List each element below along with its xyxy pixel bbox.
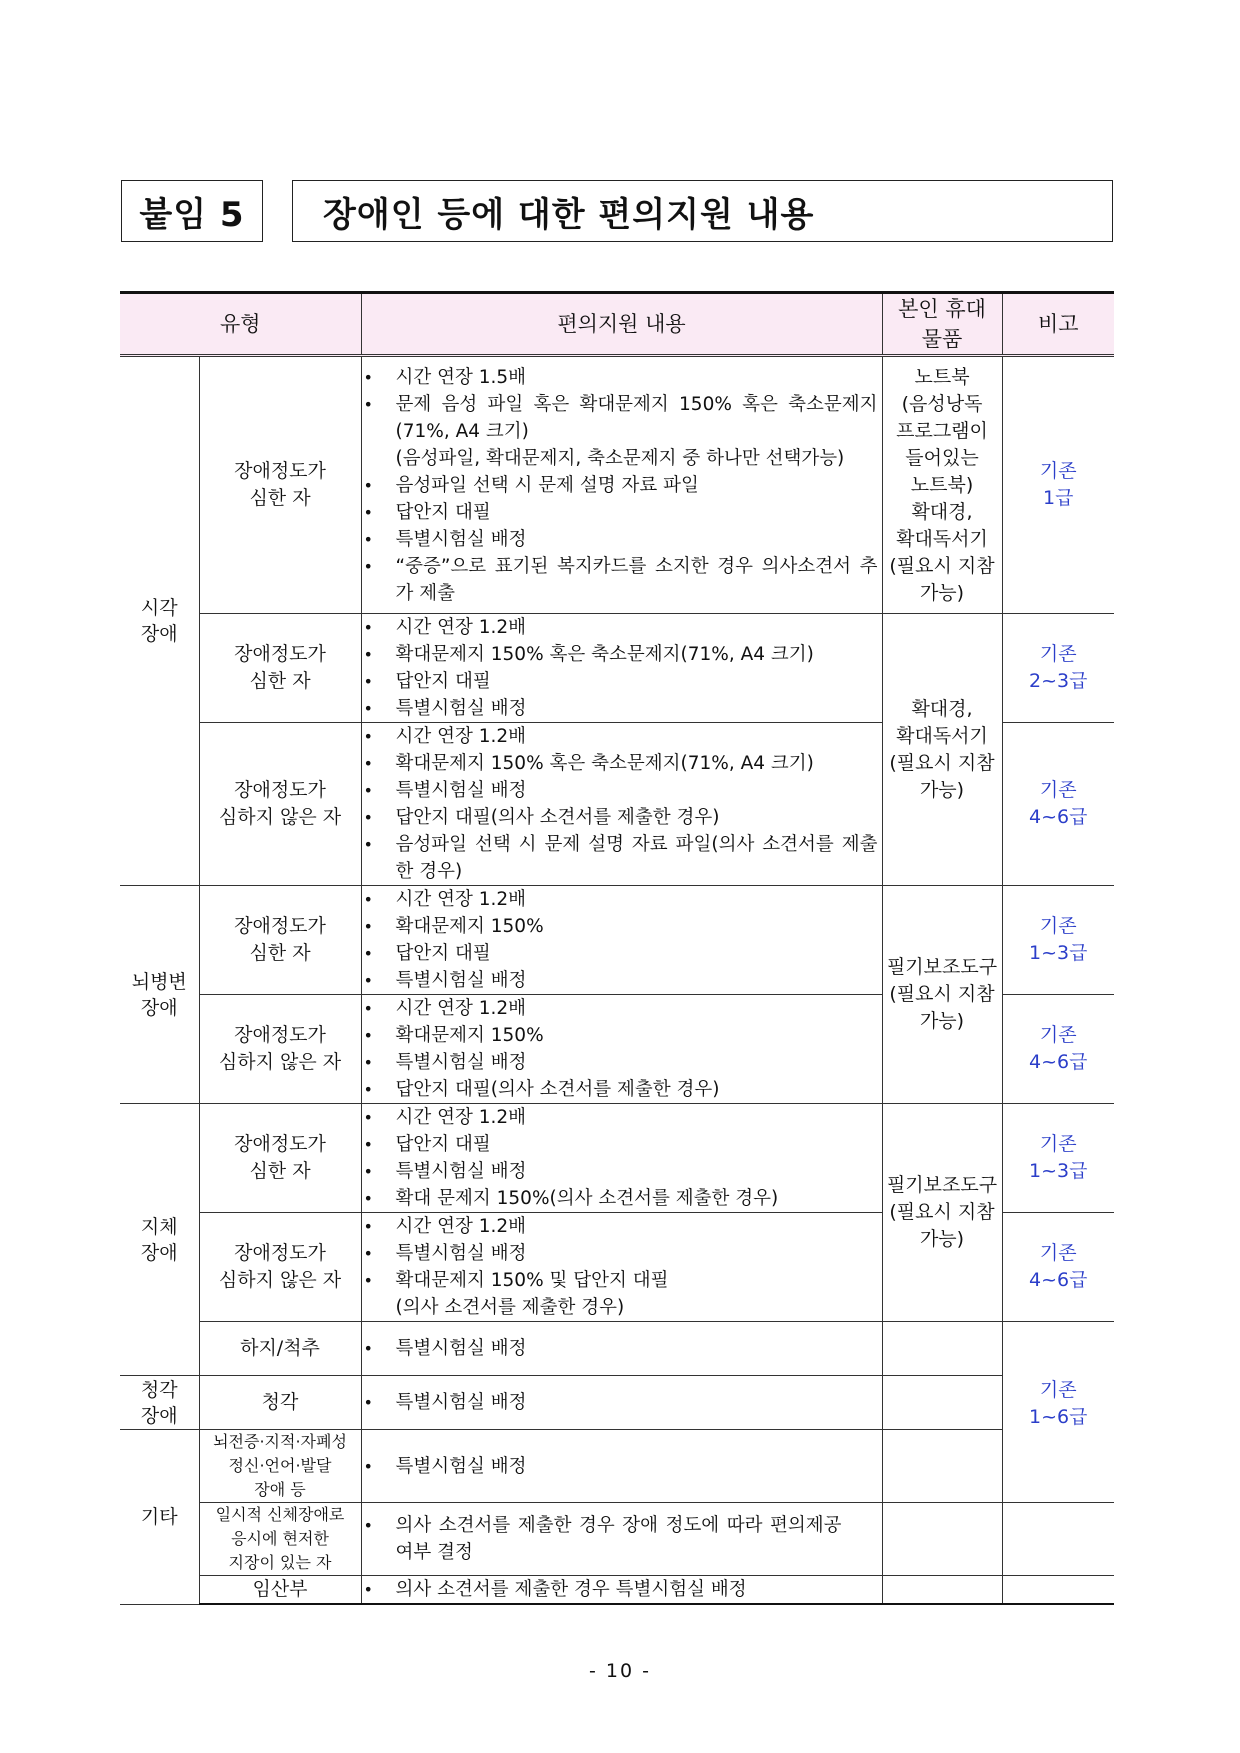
table-row: [120, 886, 1114, 995]
bullet-icon: •: [363, 999, 373, 1018]
bullet-icon: •: [363, 890, 373, 909]
list-item: • 답안지 대필: [362, 940, 882, 967]
bullet-icon: •: [363, 394, 373, 414]
list-item: • 확대문제지 150% 혹은 축소문제지(71%, A4 크기): [362, 750, 882, 777]
bullet-icon: •: [363, 502, 373, 522]
list-item: (의사 소견서를 제출한 경우): [395, 1297, 625, 1318]
list-item: • 시간 연장 1.5배: [362, 364, 882, 391]
bullet-icon: •: [363, 781, 373, 800]
list-item: • 특별시험실 배정: [362, 1049, 882, 1076]
grade-note-empty: [1002, 1503, 1114, 1576]
bullet-icon: •: [363, 808, 373, 827]
list-item: • 답안지 대필(의사 소견서를 제출한 경우): [362, 1076, 882, 1103]
support-items: [361, 1376, 882, 1430]
support-items: [361, 1104, 882, 1213]
list-item: • 확대 문제지 150%(의사 소견서를 제출한 경우): [362, 1185, 882, 1212]
bullet-icon: •: [363, 1244, 373, 1263]
level-cell: 장애정도가 심한 자: [199, 886, 361, 995]
carry-items: 필기보조도구 (필요시 지참 가능): [882, 886, 1002, 1104]
list-item: • 시간 연장 1.2배: [362, 995, 882, 1022]
carry-items-empty: [882, 1503, 1002, 1576]
support-items: [361, 1322, 882, 1376]
list-item: • 확대문제지 150% 및 답안지 대필: [362, 1267, 882, 1294]
list-item: • 답안지 대필: [362, 1131, 882, 1158]
list-item: • 확대문제지 150% 혹은 축소문제지(71%, A4 크기): [362, 641, 882, 668]
bullet-icon: •: [363, 556, 373, 576]
bullet-icon: •: [363, 618, 373, 637]
list-item: • 특별시험실 배정: [362, 1158, 882, 1185]
grade-note: 기존 4~6급: [1002, 1213, 1114, 1322]
page-title-text: 장애인 등에 대한 편의지원 내용: [323, 194, 815, 235]
header-note: 비고: [1002, 293, 1114, 356]
support-items: [361, 1503, 882, 1576]
grade-note: 기존 1~3급: [1002, 886, 1114, 995]
list-item: • 특별시험실 배정: [362, 1389, 882, 1416]
support-items: [361, 886, 882, 995]
level-cell: 장애정도가 심한 자: [199, 356, 361, 614]
grade-note: 기존 2~3급: [1002, 614, 1114, 723]
level-cell: 임산부: [199, 1576, 361, 1605]
bullet-icon: •: [363, 727, 373, 746]
level-cell: 장애정도가 심한 자: [199, 614, 361, 723]
bullet-icon: •: [363, 1580, 373, 1599]
level-cell: 장애정도가 심하지 않은 자: [199, 723, 361, 886]
bullet-icon: •: [363, 1339, 373, 1358]
level-cell: 하지/척추: [199, 1322, 361, 1376]
table-row: [120, 1322, 1114, 1376]
header-carry: 본인 휴대 물품: [882, 293, 1002, 356]
list-item: • 특별시험실 배정: [362, 695, 882, 722]
page-title: [292, 180, 1113, 242]
carry-items: 필기보조도구 (필요시 지참 가능): [882, 1104, 1002, 1322]
table-header-row: [120, 293, 1114, 356]
bullet-icon: •: [363, 1053, 373, 1072]
support-items: [361, 1213, 882, 1322]
bullet-icon: •: [363, 1108, 373, 1127]
table-row: [120, 356, 1114, 614]
list-item: • 확대문제지 150%: [362, 913, 882, 940]
bullet-icon: •: [363, 1271, 373, 1290]
grade-note: 기존 4~6급: [1002, 723, 1114, 886]
table-row: [120, 1430, 1114, 1503]
bullet-icon: •: [363, 835, 373, 854]
header-type: 유형: [120, 293, 361, 356]
list-item: • 특별시험실 배정: [362, 1335, 882, 1362]
bullet-icon: •: [363, 1516, 373, 1535]
grade-note: 기존 1급: [1002, 356, 1114, 614]
attachment-label: [121, 180, 263, 242]
list-item: • 답안지 대필(의사 소견서를 제출한 경우): [362, 804, 882, 831]
category-limb: 지체 장애: [120, 1104, 199, 1376]
list-item: (음성파일, 확대문제지, 축소문제지 중 하나만 선택가능): [395, 447, 845, 469]
support-items: [361, 995, 882, 1104]
list-item: • 시간 연장 1.2배: [362, 614, 882, 641]
attachment-label-text: 붙임 5: [139, 194, 245, 235]
list-item: • 의사 소견서를 제출한 경우 특별시험실 배정: [362, 1576, 882, 1603]
table-row: [120, 1376, 1114, 1430]
list-item: • 확대문제지 150%: [362, 1022, 882, 1049]
table-row: [120, 1104, 1114, 1213]
table-row: [120, 614, 1114, 723]
header-support: 편의지원 내용: [361, 293, 882, 356]
list-item: • 특별시험실 배정: [362, 1240, 882, 1267]
table-row: [120, 1503, 1114, 1576]
bullet-icon: •: [363, 529, 373, 549]
level-cell: 일시적 신체장애로 응시에 현저한 지장이 있는 자: [199, 1503, 361, 1576]
bullet-icon: •: [363, 645, 373, 664]
level-cell: 장애정도가 심한 자: [199, 1104, 361, 1213]
list-item: • 특별시험실 배정: [362, 777, 882, 804]
support-items: [361, 356, 882, 614]
bullet-icon: •: [363, 944, 373, 963]
category-visual: 시각 장애: [120, 356, 199, 886]
bullet-icon: •: [363, 917, 373, 936]
bullet-icon: •: [363, 1456, 373, 1476]
list-item: • 의사 소견서를 제출한 경우 장애 정도에 따라 편의제공 여부 결정: [362, 1512, 882, 1566]
list-item: • 특별시험실 배정: [362, 1453, 882, 1480]
carry-items: 노트북 (음성낭독 프로그램이 들어있는 노트북) 확대경, 확대독서기 (필요시 지참 가능): [882, 356, 1002, 614]
support-table: [120, 291, 1114, 1605]
support-items: [361, 723, 882, 886]
bullet-icon: •: [363, 699, 373, 718]
grade-note-empty: [1002, 1576, 1114, 1605]
carry-items-empty: [882, 1576, 1002, 1605]
bullet-icon: •: [363, 475, 373, 495]
page-number: - 10 -: [589, 1660, 651, 1682]
bullet-icon: •: [363, 367, 373, 387]
list-item: • 특별시험실 배정: [362, 967, 882, 994]
list-item: • 시간 연장 1.2배: [362, 1213, 882, 1240]
bullet-icon: •: [363, 1217, 373, 1236]
bullet-icon: •: [363, 971, 373, 990]
category-other: 기타: [120, 1430, 199, 1605]
bullet-icon: •: [363, 1080, 373, 1099]
bullet-icon: •: [363, 1189, 373, 1208]
list-item: • 특별시험실 배정: [362, 526, 882, 553]
category-hearing: 청각 장애: [120, 1376, 199, 1430]
table-row: [120, 1576, 1114, 1605]
list-item: • 시간 연장 1.2배: [362, 886, 882, 913]
list-item: • 음성파일 선택 시 문제 설명 자료 파일(의사 소견서를 제출한 경우): [362, 831, 882, 885]
grade-note: 기존 1~3급: [1002, 1104, 1114, 1213]
carry-items-empty: [882, 1322, 1002, 1376]
support-items: [361, 614, 882, 723]
carry-items-empty: [882, 1376, 1002, 1430]
grade-note: 기존 4~6급: [1002, 995, 1114, 1104]
carry-items: 확대경, 확대독서기 (필요시 지참 가능): [882, 614, 1002, 886]
list-item: • “중증”으로 표기된 복지카드를 소지한 경우 의사소견서 추가 제출: [362, 553, 882, 607]
carry-items-empty: [882, 1430, 1002, 1503]
list-item: • 시간 연장 1.2배: [362, 1104, 882, 1131]
list-item: • 시간 연장 1.2배: [362, 723, 882, 750]
bullet-icon: •: [363, 754, 373, 773]
list-item: • 답안지 대필: [362, 499, 882, 526]
bullet-icon: •: [363, 1135, 373, 1154]
bullet-icon: •: [363, 1026, 373, 1045]
support-items: [361, 1576, 882, 1605]
level-cell: 뇌전증·지적·자폐성 정신·언어·발달 장애 등: [199, 1430, 361, 1503]
support-items: [361, 1430, 882, 1503]
grade-note: 기존 1~6급: [1002, 1322, 1114, 1503]
level-cell: 청각: [199, 1376, 361, 1430]
bullet-icon: •: [363, 672, 373, 691]
level-cell: 장애정도가 심하지 않은 자: [199, 995, 361, 1104]
category-brain: 뇌병변 장애: [120, 886, 199, 1104]
bullet-icon: •: [363, 1162, 373, 1181]
list-item: • 답안지 대필: [362, 668, 882, 695]
level-cell: 장애정도가 심하지 않은 자: [199, 1213, 361, 1322]
list-item: • 문제 음성 파일 혹은 확대문제지 150% 혹은 축소문제지(71%, A4 크기): [362, 391, 882, 445]
list-item: • 음성파일 선택 시 문제 설명 자료 파일: [362, 472, 882, 499]
bullet-icon: •: [363, 1393, 373, 1412]
